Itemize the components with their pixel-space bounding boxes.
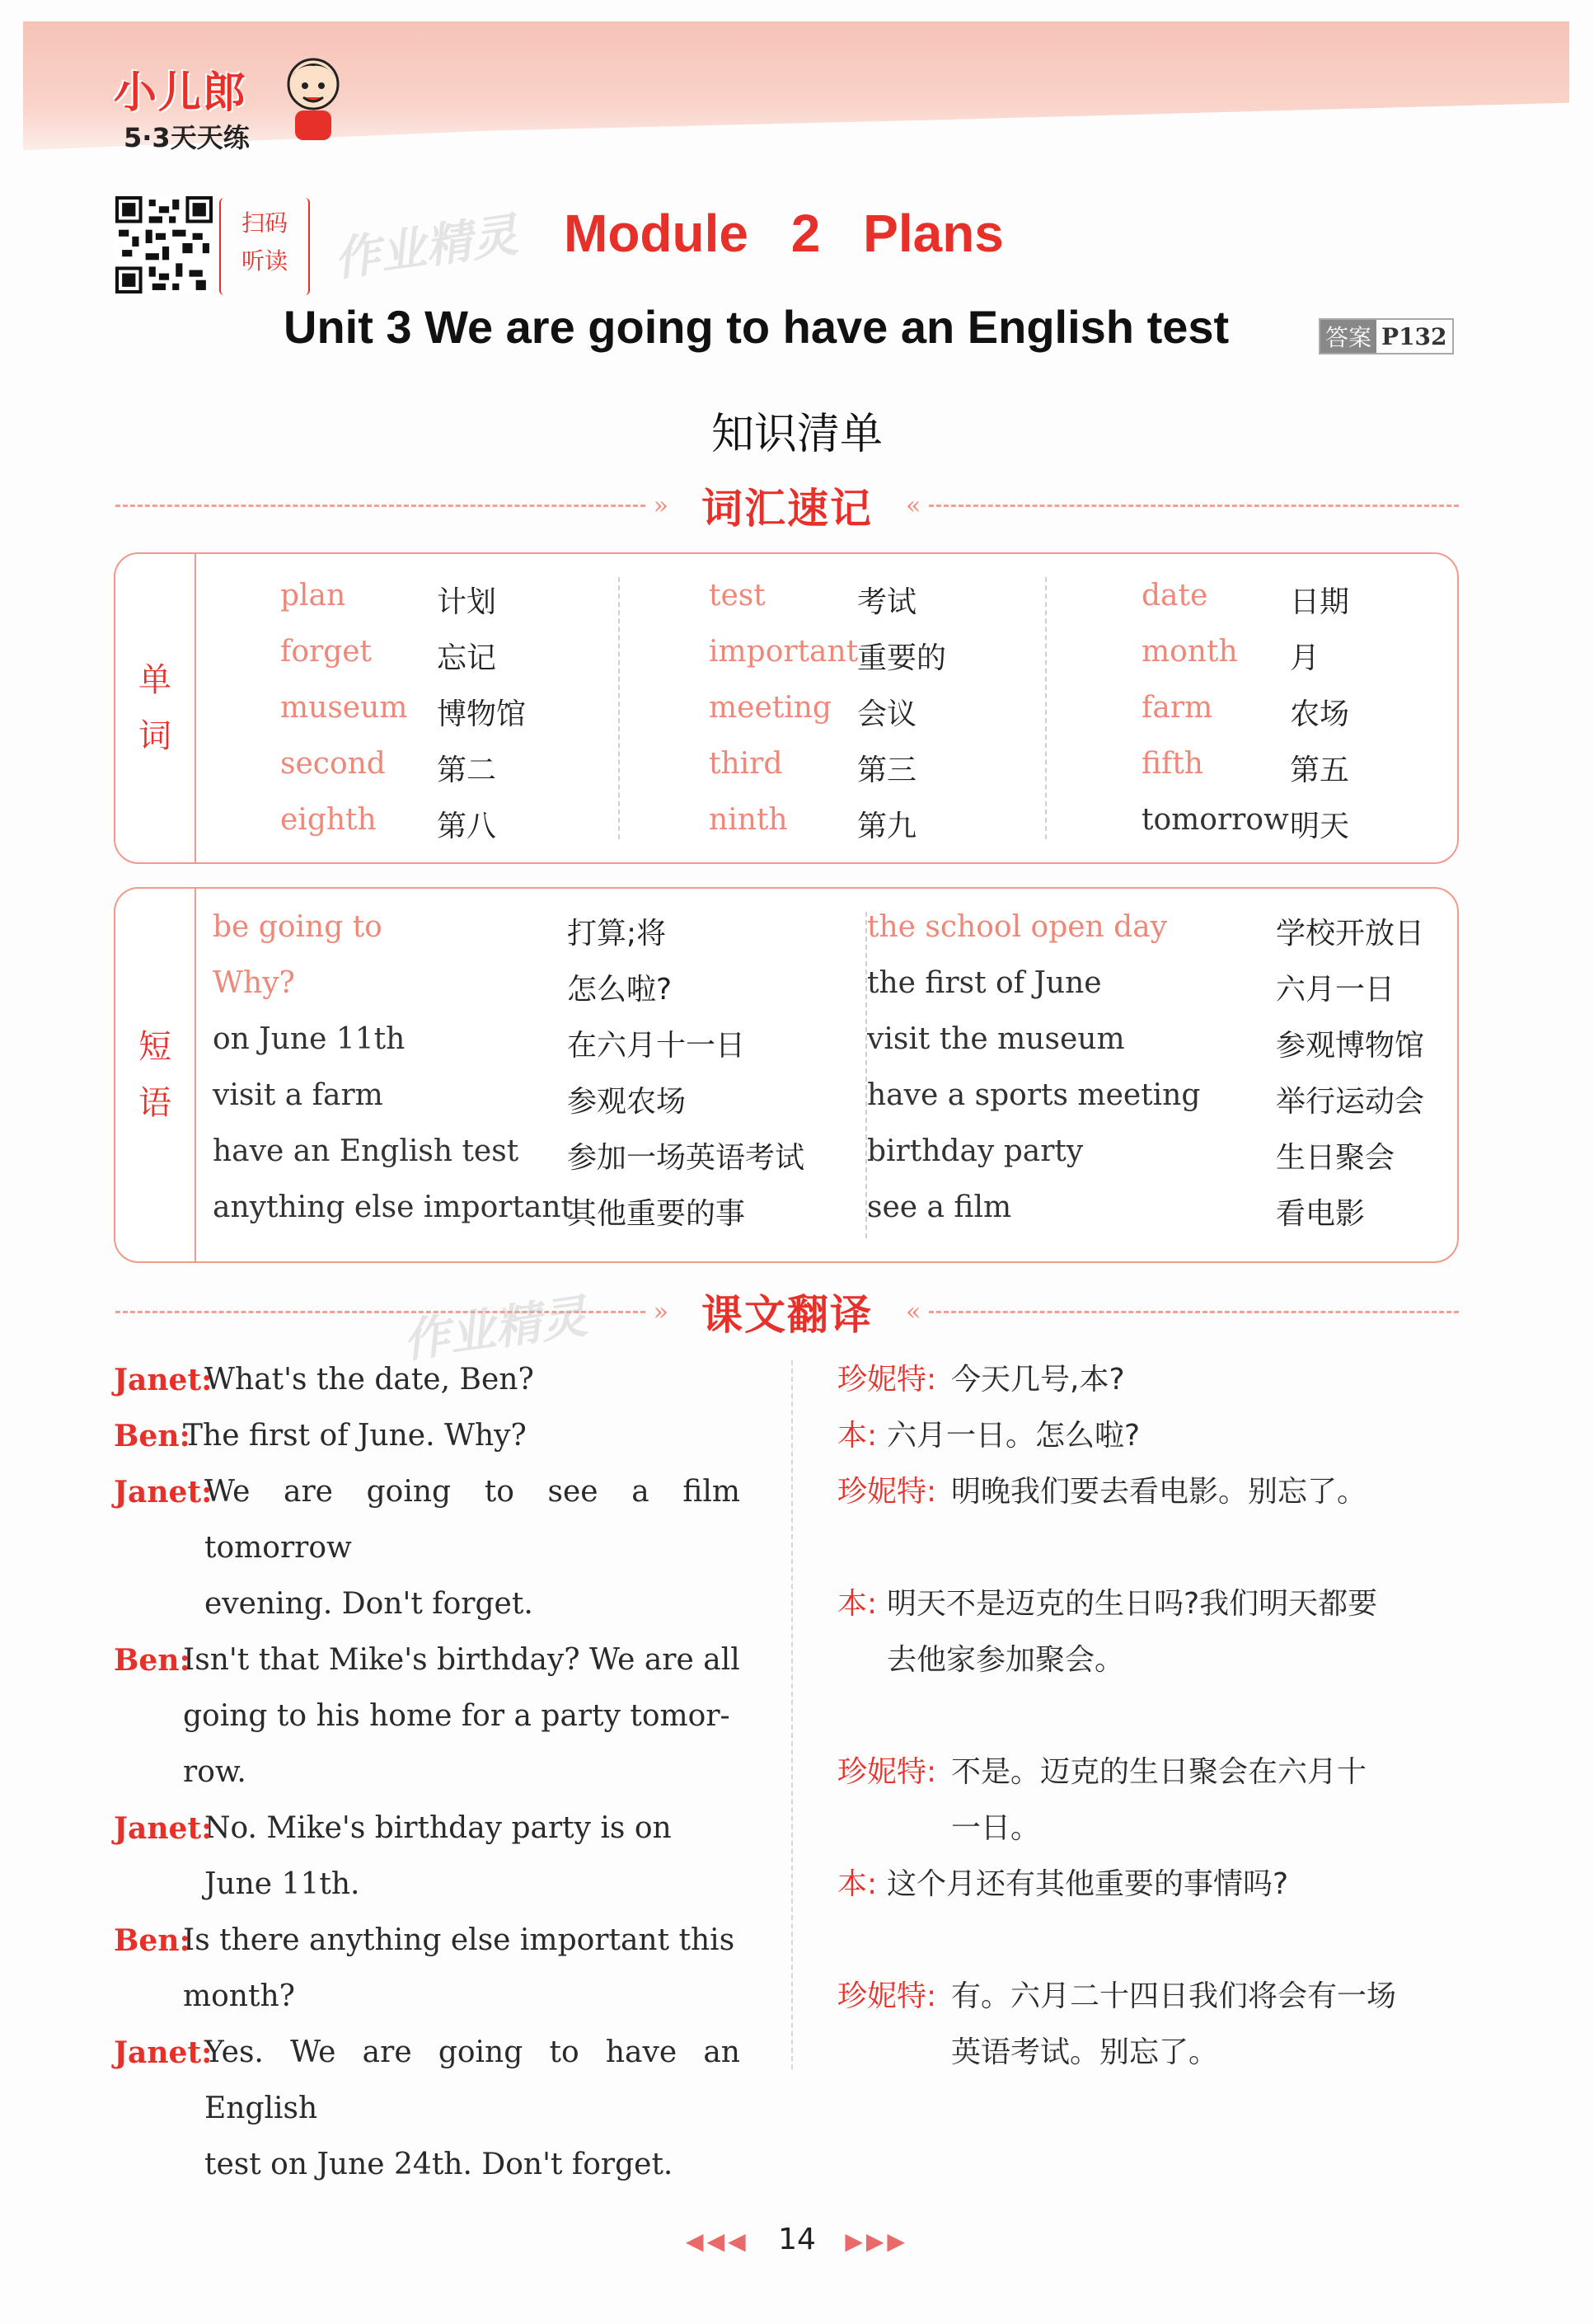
dialogue-en-line: going to his home for a party tomor- (183, 1699, 730, 1733)
word-en: important (709, 635, 859, 669)
page-footer (0, 2223, 1594, 2256)
phrase-en: see a film (867, 1190, 1012, 1224)
phrase-zh: 参加一场英语考试 (567, 1141, 805, 1175)
word-zh: 忘记 (437, 641, 497, 675)
words-side-label: 单 词 (115, 554, 196, 862)
phrase-en: birthday party (867, 1134, 1084, 1168)
phrase-en: the first of June (867, 966, 1102, 1000)
dialogue-en-turn (114, 1913, 740, 2025)
page-number: 14 (778, 2223, 816, 2256)
answer-label: 答案 (1320, 320, 1376, 353)
word-zh: 第八 (437, 810, 497, 843)
word-zh: 会议 (857, 697, 917, 731)
dialogue-en-turn (114, 1632, 740, 1801)
phrase-zh: 其他重要的事 (567, 1197, 746, 1231)
next-arrows-icon: ▶▶▶ (845, 2228, 908, 2255)
dialogue-zh-line: 明天不是迈克的生日吗?我们明天都要 (887, 1587, 1378, 1621)
dialogue-zh-turn (837, 1969, 1464, 2081)
dialogue-en-line: Yes. We are going to have an English (204, 2035, 740, 2125)
module-title: Module 2 Plans (564, 204, 1004, 263)
scan-label-1: 扫码 (241, 209, 288, 237)
phrases-box (114, 887, 1459, 1263)
speaker-name-zh: 珍妮特: (837, 1755, 937, 1789)
phrase-en: Why? (213, 966, 295, 1000)
speaker-name: Ben: (114, 1419, 190, 1453)
vocab-section-label: 词汇速记 (701, 485, 873, 533)
dialogue-en-line: test on June 24th. Don't forget. (204, 2148, 673, 2181)
speaker-name: Janet: (114, 1363, 213, 1397)
dialogue-zh-line: 这个月还有其他重要的事情吗? (887, 1867, 1289, 1901)
brand-subtitle: 5·3天天练 (124, 122, 250, 153)
dialogue-en-line: No. Mike's birthday party is on (204, 1811, 672, 1845)
watermark-2: 作业精灵 (400, 1289, 591, 1369)
phrase-zh: 参观博物馆 (1276, 1029, 1425, 1063)
word-zh: 农场 (1290, 697, 1350, 731)
phrase-zh: 打算;将 (567, 917, 667, 951)
phrase-zh: 举行运动会 (1276, 1085, 1425, 1119)
dialogue-en-turn (114, 1801, 740, 1913)
dialogue-zh-line: 今天几号,本? (951, 1363, 1125, 1397)
phrase-zh: 参观农场 (567, 1085, 687, 1119)
phrase-en: anything else important (213, 1190, 574, 1224)
dialogue-zh-turn (837, 1857, 1464, 1969)
dialogue-en-line: Isn't that Mike's birthday? We are all (183, 1643, 740, 1677)
phrase-zh: 看电影 (1276, 1197, 1366, 1231)
word-zh: 计划 (437, 585, 497, 619)
word-en: museum (280, 691, 408, 725)
phrase-zh: 六月一日 (1276, 973, 1395, 1007)
dialogue-zh-line: 明晚我们要去看电影。别忘了。 (951, 1475, 1367, 1509)
phrase-en: visit the museum (867, 1022, 1125, 1056)
word-en: forget (280, 635, 373, 669)
speaker-name-zh: 本: (837, 1419, 878, 1453)
speaker-name-zh: 珍妮特: (837, 1979, 937, 2013)
dialogue-zh-turn (837, 1576, 1464, 1744)
dialogue-chinese (837, 1352, 1464, 2081)
word-en: plan (280, 579, 346, 613)
word-en: eighth (280, 803, 377, 837)
word-zh: 第三 (857, 754, 917, 787)
phrase-en: visit a farm (213, 1078, 383, 1112)
word-en: second (280, 747, 386, 781)
dialogue-en-line: What's the date, Ben? (204, 1363, 534, 1397)
phrase-en: be going to (213, 910, 382, 944)
dialogue-en-line: row. (183, 1755, 246, 1789)
word-zh: 重要的 (857, 641, 947, 675)
speaker-name-zh: 本: (837, 1587, 878, 1621)
phrase-en: the school open day (867, 910, 1168, 944)
speaker-name: Janet: (114, 1811, 213, 1846)
dialogue-en-line: June 11th. (204, 1867, 360, 1901)
word-en: test (709, 579, 766, 613)
dialogue-zh-line: 英语考试。别忘了。 (951, 2035, 1219, 2069)
phrase-en: have a sports meeting (867, 1078, 1201, 1112)
dialogue-zh-turn (837, 1352, 1464, 1408)
speaker-name-zh: 本: (837, 1867, 878, 1901)
dialogue-zh-line: 一日。 (951, 1811, 1041, 1845)
word-zh: 明天 (1290, 810, 1350, 843)
word-en: meeting (709, 691, 832, 725)
phrase-zh: 怎么啦? (567, 973, 673, 1007)
word-en: date (1142, 579, 1208, 613)
dialogue-zh-turn (837, 1744, 1464, 1857)
word-en: farm (1142, 691, 1213, 725)
word-zh: 日期 (1290, 585, 1350, 619)
dialogue-zh-line: 去他家参加聚会。 (887, 1643, 1125, 1677)
speaker-name-zh: 珍妮特: (837, 1475, 937, 1509)
phrase-zh: 在六月十一日 (567, 1029, 746, 1063)
dialogue-en-turn (114, 1408, 740, 1464)
column-divider (791, 1360, 793, 2069)
dialogue-zh-line: 有。六月二十四日我们将会有一场 (951, 1979, 1397, 2013)
speaker-name: Janet: (114, 2035, 213, 2070)
word-en: tomorrow (1142, 803, 1289, 837)
dialogue-zh-line: 不是。迈克的生日聚会在六月十 (951, 1755, 1367, 1789)
dialogue-english (114, 1352, 740, 2193)
speaker-name: Ben: (114, 1923, 190, 1958)
phrase-en: on June 11th (213, 1022, 406, 1056)
phrase-zh: 学校开放日 (1276, 917, 1425, 951)
dialogue-en-line: evening. Don't forget. (204, 1587, 533, 1621)
answer-badge[interactable] (1319, 318, 1454, 354)
speaker-name-zh: 珍妮特: (837, 1363, 937, 1397)
word-en: ninth (709, 803, 788, 837)
brand-logo: 小儿郎 (114, 68, 248, 118)
dialogue-en-turn (114, 1464, 740, 1632)
speaker-name: Ben: (114, 1643, 190, 1678)
phrase-en: have an English test (213, 1134, 519, 1168)
translation-section-label: 课文翻译 (701, 1291, 873, 1339)
mascot-icon (280, 53, 346, 143)
word-zh: 月 (1290, 641, 1320, 675)
dialogue-zh-turn (837, 1408, 1464, 1464)
word-zh: 考试 (857, 585, 917, 619)
phrase-zh: 生日聚会 (1276, 1141, 1395, 1175)
dialogue-en-line: Is there anything else important this (183, 1923, 735, 1957)
prev-arrows-icon: ◀◀◀ (686, 2228, 749, 2255)
scan-listen-label[interactable] (219, 198, 310, 295)
dialogue-en-turn (114, 2025, 740, 2193)
speaker-name: Janet: (114, 1475, 213, 1509)
vocab-section-heading: » 词汇速记 « (115, 477, 1459, 534)
word-en: third (709, 747, 783, 781)
dialogue-en-line: The first of June. Why? (183, 1419, 527, 1453)
watermark: 作业精灵 (331, 208, 522, 288)
unit-title: Unit 3 We are going to have an English test (284, 301, 1230, 353)
dialogue-zh-line: 六月一日。怎么啦? (887, 1419, 1141, 1453)
words-box (114, 552, 1459, 864)
word-zh: 第五 (1290, 754, 1350, 787)
knowledge-title: 知识清单 (710, 410, 883, 459)
word-en: fifth (1142, 747, 1203, 781)
dialogue-en-line: month? (183, 1979, 295, 2013)
word-zh: 博物馆 (437, 697, 527, 731)
dialogue-en-line: We are going to see a film tomorrow (204, 1475, 740, 1565)
phrases-side-label: 短 语 (115, 889, 196, 1261)
translation-section-heading: » 课文翻译 « (115, 1283, 1459, 1340)
qr-code-icon[interactable] (115, 196, 213, 293)
word-en: month (1142, 635, 1238, 669)
word-zh: 第九 (857, 810, 917, 843)
word-zh: 第二 (437, 754, 497, 787)
dialogue-zh-turn (837, 1464, 1464, 1576)
dialogue-en-turn (114, 1352, 740, 1408)
header-band (23, 21, 1569, 162)
scan-label-2: 听读 (241, 247, 288, 275)
answer-page: P132 (1381, 322, 1447, 350)
